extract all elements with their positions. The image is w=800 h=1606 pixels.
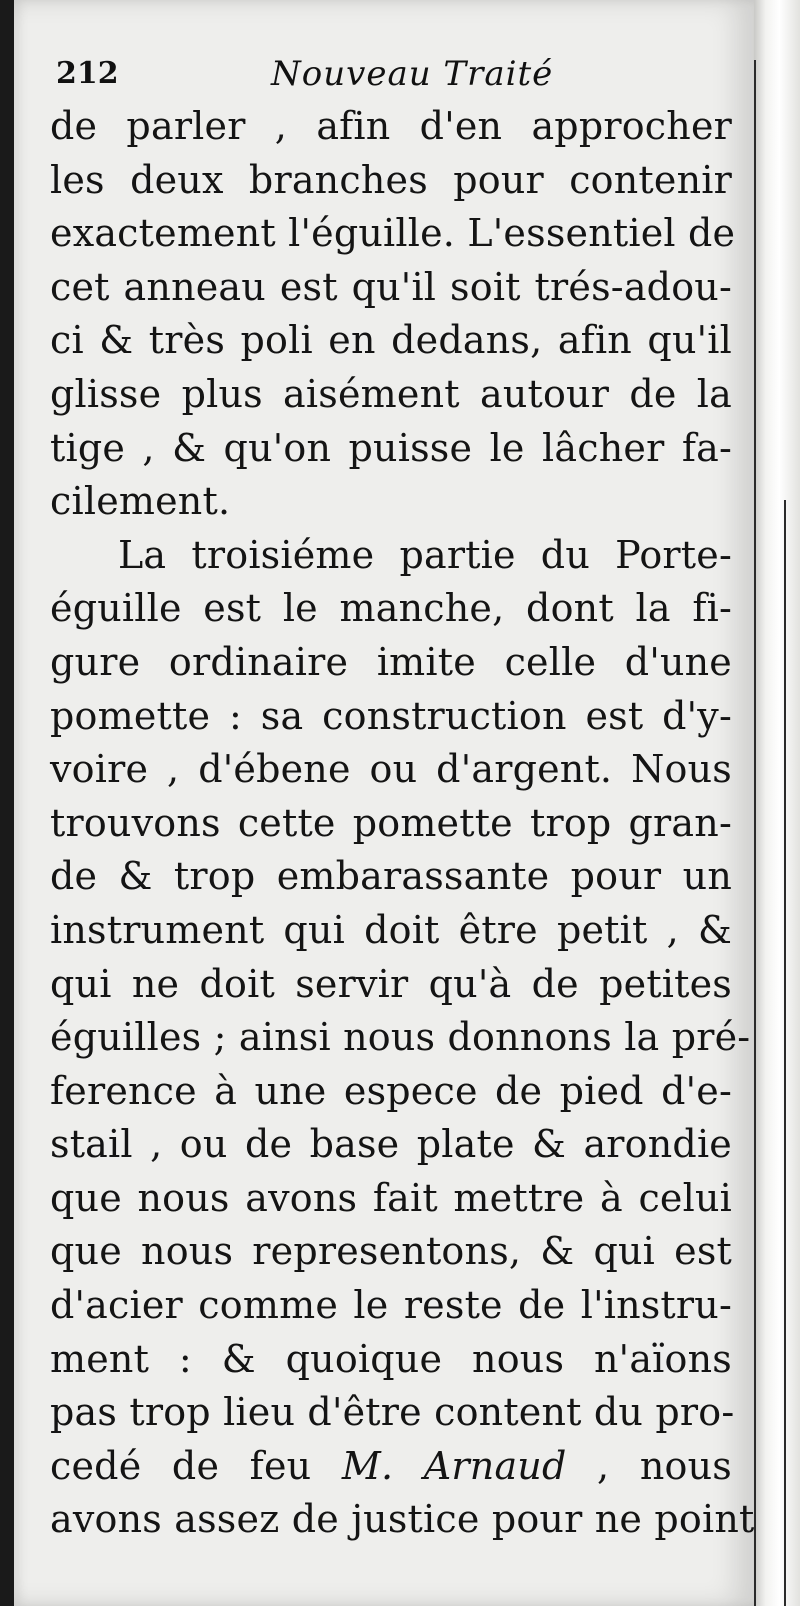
text-line — [50, 154, 732, 208]
text-line-content: exactement l'éguille. L'essentiel de — [50, 211, 736, 256]
text-line — [50, 207, 736, 261]
text-line-content: ference à une espece de pied d'e- — [50, 1068, 732, 1113]
text-line — [50, 636, 732, 690]
text-line-content: ci & très poli en dedans, afin qu'il — [50, 318, 732, 363]
text-line-content: cedé de feu — [50, 1443, 342, 1488]
body-text — [50, 100, 755, 1547]
text-line-content: les deux branches pour contenir — [50, 157, 732, 202]
text-line-content: La troisiéme partie du Porte- — [118, 532, 732, 577]
text-line-content: voire , d'ébene ou d'argent. Nous — [50, 747, 732, 792]
text-line — [50, 1065, 732, 1119]
text-line-content: de parler , afin d'en approcher — [50, 104, 732, 148]
page-number: 212 — [56, 56, 119, 91]
text-line-content: stail , ou de base plate & arondie — [50, 1122, 732, 1167]
text-line — [50, 100, 732, 154]
text-line — [50, 1493, 755, 1547]
text-line-tail: , nous — [566, 1443, 732, 1488]
text-line — [50, 1440, 732, 1494]
text-line-content: éguille est le manche, dont la fi- — [50, 586, 732, 631]
text-line — [50, 1118, 732, 1172]
page-edge-line — [784, 500, 786, 1606]
text-line-content: trouvons cette pomette trop gran- — [50, 800, 732, 845]
text-line — [50, 958, 732, 1012]
text-line-content: glisse plus aisément autour de la — [50, 371, 732, 416]
text-line-content: cet anneau est qu'il soit trés-adou- — [50, 264, 732, 309]
text-line — [50, 475, 732, 529]
text-line — [50, 1011, 751, 1065]
page-header — [56, 54, 676, 100]
running-title: Nouveau Traité — [271, 54, 554, 94]
page-edge — [754, 0, 800, 1606]
text-line-content: tige , & qu'on puisse le lâcher fa- — [50, 425, 732, 470]
text-line — [50, 797, 732, 851]
text-line — [50, 850, 732, 904]
text-line-content: ment : & quoique nous n'aïons — [50, 1336, 732, 1381]
italic-name: M. Arnaud — [341, 1443, 567, 1488]
text-line — [50, 529, 732, 583]
text-line-content: que nous avons fait mettre à celui — [50, 1175, 732, 1220]
text-line-content: d'acier comme le reste de l'instru- — [50, 1283, 732, 1328]
text-line-content: avons assez de justice pour ne point — [50, 1497, 755, 1542]
text-line-content: éguilles ; ainsi nous donnons la pré- — [50, 1015, 751, 1060]
text-line-content: cilement. — [50, 479, 231, 524]
text-line — [50, 582, 732, 636]
text-line-content: que nous representons, & qui est — [50, 1229, 732, 1274]
text-line — [50, 368, 732, 422]
text-line — [50, 314, 732, 368]
text-line — [50, 1386, 735, 1440]
text-line-content: de & trop embarassante pour un — [50, 854, 732, 899]
text-line-content: pas trop lieu d'être content du pro- — [50, 1390, 735, 1435]
page-edge-line — [754, 60, 756, 1606]
text-line — [50, 743, 732, 797]
text-line — [50, 904, 732, 958]
text-line — [50, 261, 732, 315]
text-line — [50, 690, 732, 744]
text-line-content: pomette : sa construction est d'y- — [50, 693, 732, 738]
text-line — [50, 1279, 732, 1333]
text-line — [50, 1172, 732, 1226]
text-line-content: instrument qui doit être petit , & — [50, 907, 732, 952]
text-line — [50, 422, 732, 476]
text-line-content: qui ne doit servir qu'à de petites — [50, 961, 732, 1006]
text-line-content: gure ordinaire imite celle d'une — [50, 639, 732, 684]
text-line — [50, 1225, 732, 1279]
text-line — [50, 1333, 732, 1387]
